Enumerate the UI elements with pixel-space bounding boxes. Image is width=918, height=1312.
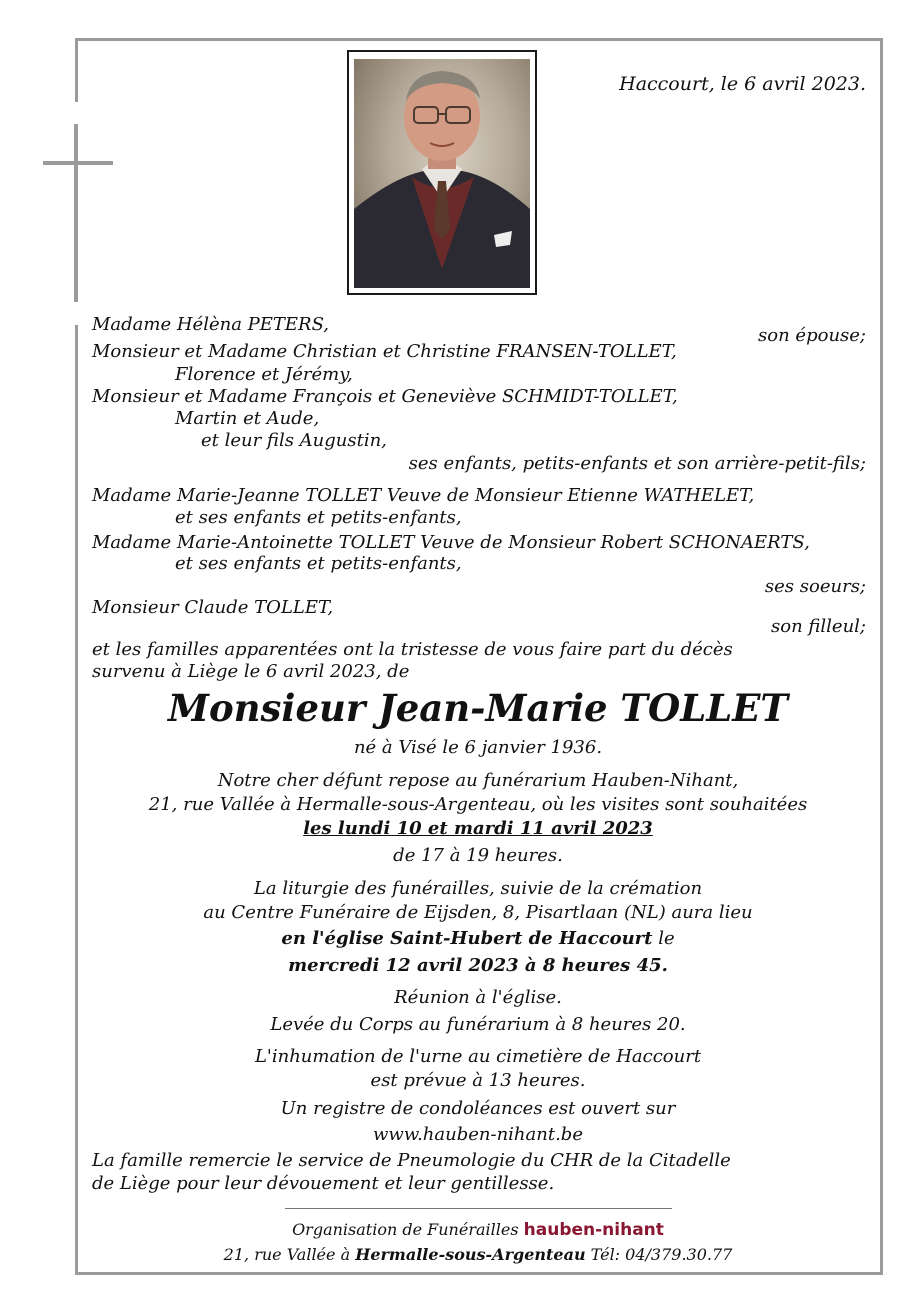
- family-line-13: survenu à Liège le 6 avril 2023, de: [92, 661, 410, 682]
- visit-dates: les lundi 10 et mardi 11 avril 2023: [303, 818, 653, 839]
- detail-line-15: La famille remercie le service de Pneumologie du CHR de la Citadelle: [92, 1150, 731, 1171]
- family-line-5: Martin et Aude,: [175, 408, 320, 429]
- family-line-3: Florence et Jérémy,: [175, 364, 353, 385]
- detail-line-1: Notre cher défunt repose au funérarium Hauben-Nihant,: [217, 770, 739, 791]
- footer-divider: [285, 1208, 672, 1209]
- footer-org-prefix: Organisation de Funérailles: [292, 1220, 524, 1239]
- border-left-upper: [75, 38, 78, 102]
- condolence-website-link[interactable]: www.hauben-nihant.be: [373, 1124, 583, 1145]
- footer-org: [90, 1219, 866, 1241]
- role-children: ses enfants, petits-enfants et son arrière-petit-fils;: [408, 453, 866, 474]
- portrait-photo: [354, 59, 530, 288]
- detail-line-12: est prévue à 13 heures.: [370, 1070, 586, 1091]
- detail-line-6: au Centre Funéraire de Eijsden, 8, Pisartlaan (NL) aura lieu: [203, 902, 753, 923]
- border-bottom: [75, 1272, 883, 1275]
- portrait-frame: [347, 50, 537, 295]
- church-name: en l'église Saint-Hubert de Haccourt: [281, 928, 653, 949]
- brand-logo: hauben-nihant: [523, 1220, 664, 1240]
- family-line-9: Madame Marie-Antoinette TOLLET Veuve de Monsieur Robert SCHONAERTS,: [92, 532, 810, 553]
- role-spouse: son épouse;: [758, 325, 866, 346]
- detail-line-5: La liturgie des funérailles, suivie de la crémation: [253, 878, 703, 899]
- deceased-name: Monsieur Jean-Marie TOLLET: [168, 686, 788, 730]
- place-date: Haccourt, le 6 avril 2023.: [619, 73, 866, 95]
- church-line: [90, 928, 866, 950]
- family-line-4: Monsieur et Madame François et Geneviève SCHMIDT-TOLLET,: [92, 386, 678, 407]
- church-suffix: le: [652, 928, 675, 949]
- border-top: [75, 38, 883, 41]
- detail-line-2: 21, rue Vallée à Hermalle-sous-Argenteau, où les visites sont souhaitées: [148, 794, 808, 815]
- family-line-2: Monsieur et Madame Christian et Christine FRANSEN-TOLLET,: [92, 341, 677, 362]
- border-right: [880, 38, 883, 1275]
- family-line-11: Monsieur Claude TOLLET,: [92, 597, 334, 618]
- family-line-6: et leur fils Augustin,: [201, 430, 387, 451]
- birth-info: né à Visé le 6 janvier 1936.: [353, 737, 603, 758]
- family-line-1: Madame Hélèna PETERS,: [92, 314, 330, 335]
- ceremony-datetime: mercredi 12 avril 2023 à 8 heures 45.: [288, 955, 668, 976]
- family-line-8: et ses enfants et petits-enfants,: [175, 507, 462, 528]
- family-line-10: et ses enfants et petits-enfants,: [175, 553, 462, 574]
- detail-line-9: Réunion à l'église.: [394, 987, 562, 1008]
- footer-address: [90, 1244, 866, 1266]
- detail-line-11: L'inhumation de l'urne au cimetière de Haccourt: [254, 1046, 702, 1067]
- role-sisters: ses soeurs;: [764, 576, 866, 597]
- footer-addr-city: Hermalle-sous-Argenteau: [355, 1245, 586, 1264]
- detail-line-10: Levée du Corps au funérarium à 8 heures 20.: [270, 1014, 686, 1035]
- footer-phone: Tél: 04/379.30.77: [585, 1245, 733, 1264]
- detail-line-13: Un registre de condoléances est ouvert sur: [280, 1098, 676, 1119]
- visit-hours: de 17 à 19 heures.: [393, 845, 563, 866]
- detail-line-16: de Liège pour leur dévouement et leur gentillesse.: [92, 1173, 555, 1194]
- family-line-12: et les familles apparentées ont la tristesse de vous faire part du décès: [92, 639, 733, 660]
- role-godson: son filleul;: [771, 616, 866, 637]
- footer-addr-prefix: 21, rue Vallée à: [223, 1245, 356, 1264]
- family-line-7: Madame Marie-Jeanne TOLLET Veuve de Monsieur Etienne WATHELET,: [92, 485, 755, 506]
- border-left-lower: [75, 325, 78, 1275]
